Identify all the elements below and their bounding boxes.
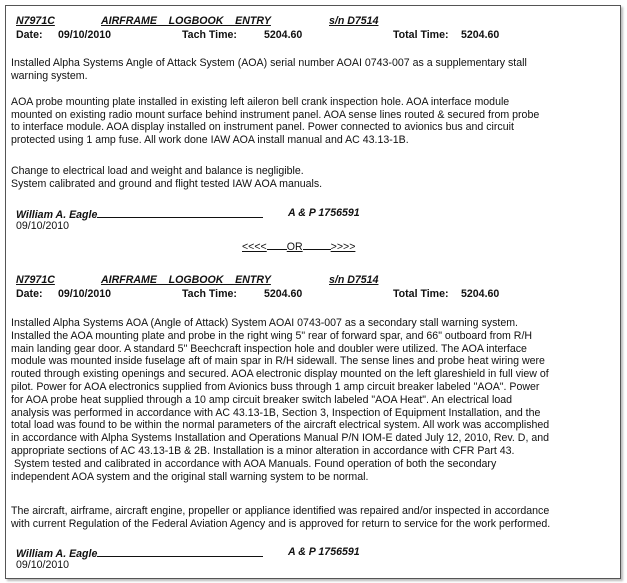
or-separator: <<<< OR >>>> bbox=[242, 241, 356, 253]
entry1-tach-label: Tach Time: bbox=[182, 29, 237, 41]
signature-line bbox=[97, 207, 263, 218]
entry1-sign-date: 09/10/2010 bbox=[16, 220, 70, 232]
entry1-tail-number: N7971C bbox=[16, 15, 55, 27]
entry1-certificate: A & P 1756591 bbox=[288, 207, 360, 219]
entry2-total-label: Total Time: bbox=[393, 288, 449, 300]
entry1-paragraph-3: Change to electrical load and weight and balance is negligible. System calibrated and ground and flight tested IAW AOA manuals. bbox=[11, 165, 323, 190]
entry2-paragraph-2: The aircraft, airframe, aircraft engine, propeller or appliance identified was repaired and/or inspected in accordance with current Regulation of the Federal Aviation Agency and is approved for return to service for the work performed. bbox=[11, 505, 551, 530]
entry2-sign-date: 09/10/2010 bbox=[16, 559, 70, 571]
entry2-tach-label: Tach Time: bbox=[182, 288, 237, 300]
entry1-date: 09/10/2010 bbox=[58, 29, 112, 41]
entry1-total-label: Total Time: bbox=[393, 29, 449, 41]
entry2-paragraph-1: Installed Alpha Systems AOA (Angle of Attack) System AOAI 0743-007 as a secondary stall warning system. Installed the AOA mounting plate and probe in the right wing 5" rear of forward spar, and 66" outboard from R/H main landing gear door. A standard 5" Beechcraft inspection hole and doubler were utilized. The AOA interface module was mounted inside fuselage aft of main spar in R/H sidewall. The sense lines and probe heat wiring were routed through existing openings and secured. AOA electronic display mounted on the left glareshield in full view of pilot. Power for AOA electronics supplied from Avionics buss through 1 amp circuit breaker labeled "AOA". Power for AOA probe heat supplied through a 10 amp circuit breaker switch labeled "AOA Heat". An electrical load analysis was performed in accordance with AC 43.13-1B, Section 3, Inspection of Equipment Installation, and the total load was found to be within the normal parameters of the aircraft electrical system. All work was accomplished in accordance with Alpha Systems Installation and Operations Manual P/N IOM-E dated July 12, 2010, Rev. D, and appropriate sections of AC 43.13-1B & 2B. Installation is a minor alteration in accordance with CFR Part 43. System tested and calibrated in accordance with AOA Manuals. Found operation of both the secondary independent AOA system and the original stall warning system to be normal. bbox=[11, 317, 550, 483]
entry2-certificate: A & P 1756591 bbox=[288, 546, 360, 558]
entry1-paragraph-2: AOA probe mounting plate installed in existing left aileron bell crank inspection hole. AOA interface module mounted on existing radio mount surface behind instrument panel. AOA sense lines routed & secured from probe to interface module. AOA display installed on instrument panel. Power connected to avionics bus and circuit protected using 1 amp fuse. All work done IAW AOA install manual and AC 43.13-1B. bbox=[11, 96, 540, 146]
entry1-date-label: Date: bbox=[16, 29, 43, 41]
entry1-title: AIRFRAME LOGBOOK ENTRY bbox=[101, 15, 271, 27]
entry2-serial: s/n D7514 bbox=[329, 274, 379, 286]
entry1-paragraph-1: Installed Alpha Systems Angle of Attack System (AOA) serial number AOAI 0743-007 as a supplementary stall warning system. bbox=[11, 57, 527, 82]
entry2-total: 5204.60 bbox=[461, 288, 500, 300]
entry2-date: 09/10/2010 bbox=[58, 288, 112, 300]
entry1-serial: s/n D7514 bbox=[329, 15, 379, 27]
entry1-tach: 5204.60 bbox=[264, 29, 303, 41]
entry2-tach: 5204.60 bbox=[264, 288, 303, 300]
entry2-title: AIRFRAME LOGBOOK ENTRY bbox=[101, 274, 271, 286]
entry2-tail-number: N7971C bbox=[16, 274, 55, 286]
signature-line bbox=[97, 546, 263, 557]
entry2-signer: William A. Eagle bbox=[16, 546, 263, 560]
entry1-total: 5204.60 bbox=[461, 29, 500, 41]
entry2-date-label: Date: bbox=[16, 288, 43, 300]
entry1-signer: William A. Eagle bbox=[16, 207, 263, 221]
